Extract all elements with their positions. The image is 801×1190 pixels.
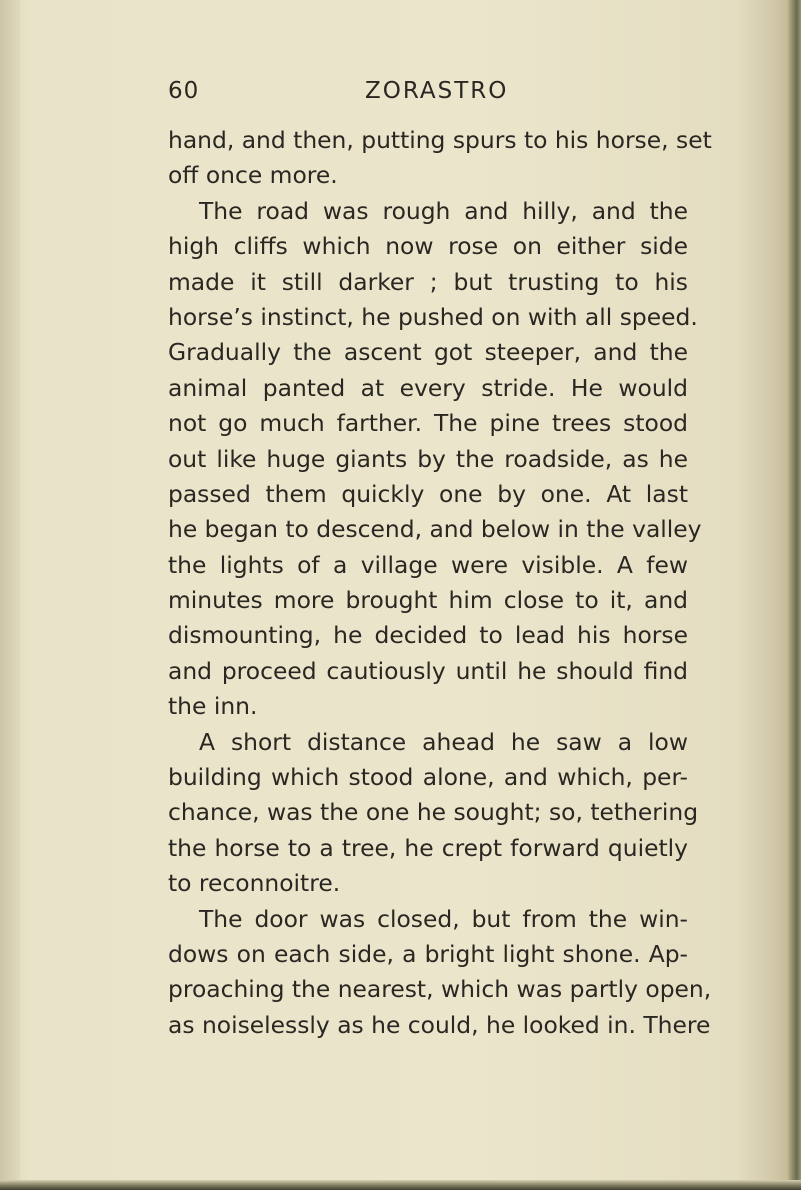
text-line: hand, and then, putting spurs to his horse, set bbox=[168, 126, 712, 154]
page-gutter bbox=[0, 0, 20, 1190]
text-line: to reconnoitre. bbox=[168, 869, 341, 898]
text-line: not go much farther. The pine trees stood bbox=[168, 409, 688, 438]
text-line: high cliffs which now rose on either side bbox=[168, 232, 688, 261]
text-line: dismounting, he decided to lead his horse bbox=[168, 621, 688, 650]
body-text bbox=[168, 123, 712, 1043]
text-line: the horse to a tree, he crept forward quietly bbox=[168, 833, 688, 862]
text-line: building which stood alone, and which, per- bbox=[168, 763, 688, 792]
text-line: and proceed cautiously until he should find bbox=[168, 656, 688, 685]
running-title: ZORASTRO bbox=[365, 78, 509, 104]
text-line: The road was rough and hilly, and the bbox=[199, 196, 688, 225]
text-line: dows on each side, a bright light shone. Ap- bbox=[168, 939, 688, 968]
page-edge-right bbox=[787, 0, 801, 1190]
text-line: made it still darker ; but trusting to his bbox=[168, 267, 688, 296]
text-line: The door was closed, but from the win- bbox=[199, 904, 688, 933]
text-line: animal panted at every stride. He would bbox=[168, 373, 688, 402]
text-line: Gradually the ascent got steeper, and the bbox=[168, 338, 688, 367]
running-header bbox=[168, 78, 688, 112]
text-line: minutes more brought him close to it, and bbox=[168, 586, 688, 615]
text-line: the lights of a village were visible. A few bbox=[168, 550, 688, 579]
page-number: 60 bbox=[168, 78, 200, 104]
text-line: out like huge giants by the roadside, as he bbox=[168, 444, 688, 473]
text-line: passed them quickly one by one. At last bbox=[168, 479, 688, 508]
text-line: he began to descend, and below in the valley bbox=[168, 515, 702, 544]
text-line: the inn. bbox=[168, 692, 258, 721]
text-line: as noiselessly as he could, he looked in. There bbox=[168, 1010, 711, 1039]
page-edge-bottom bbox=[0, 1180, 801, 1190]
text-line: proaching the nearest, which was partly open, bbox=[168, 975, 712, 1004]
text-line: A short distance ahead he saw a low bbox=[199, 727, 688, 756]
text-line: horse’s instinct, he pushed on with all speed. bbox=[168, 302, 698, 331]
text-line: chance, was the one he sought; so, tethering bbox=[168, 798, 699, 827]
text-line: off once more. bbox=[168, 161, 338, 190]
